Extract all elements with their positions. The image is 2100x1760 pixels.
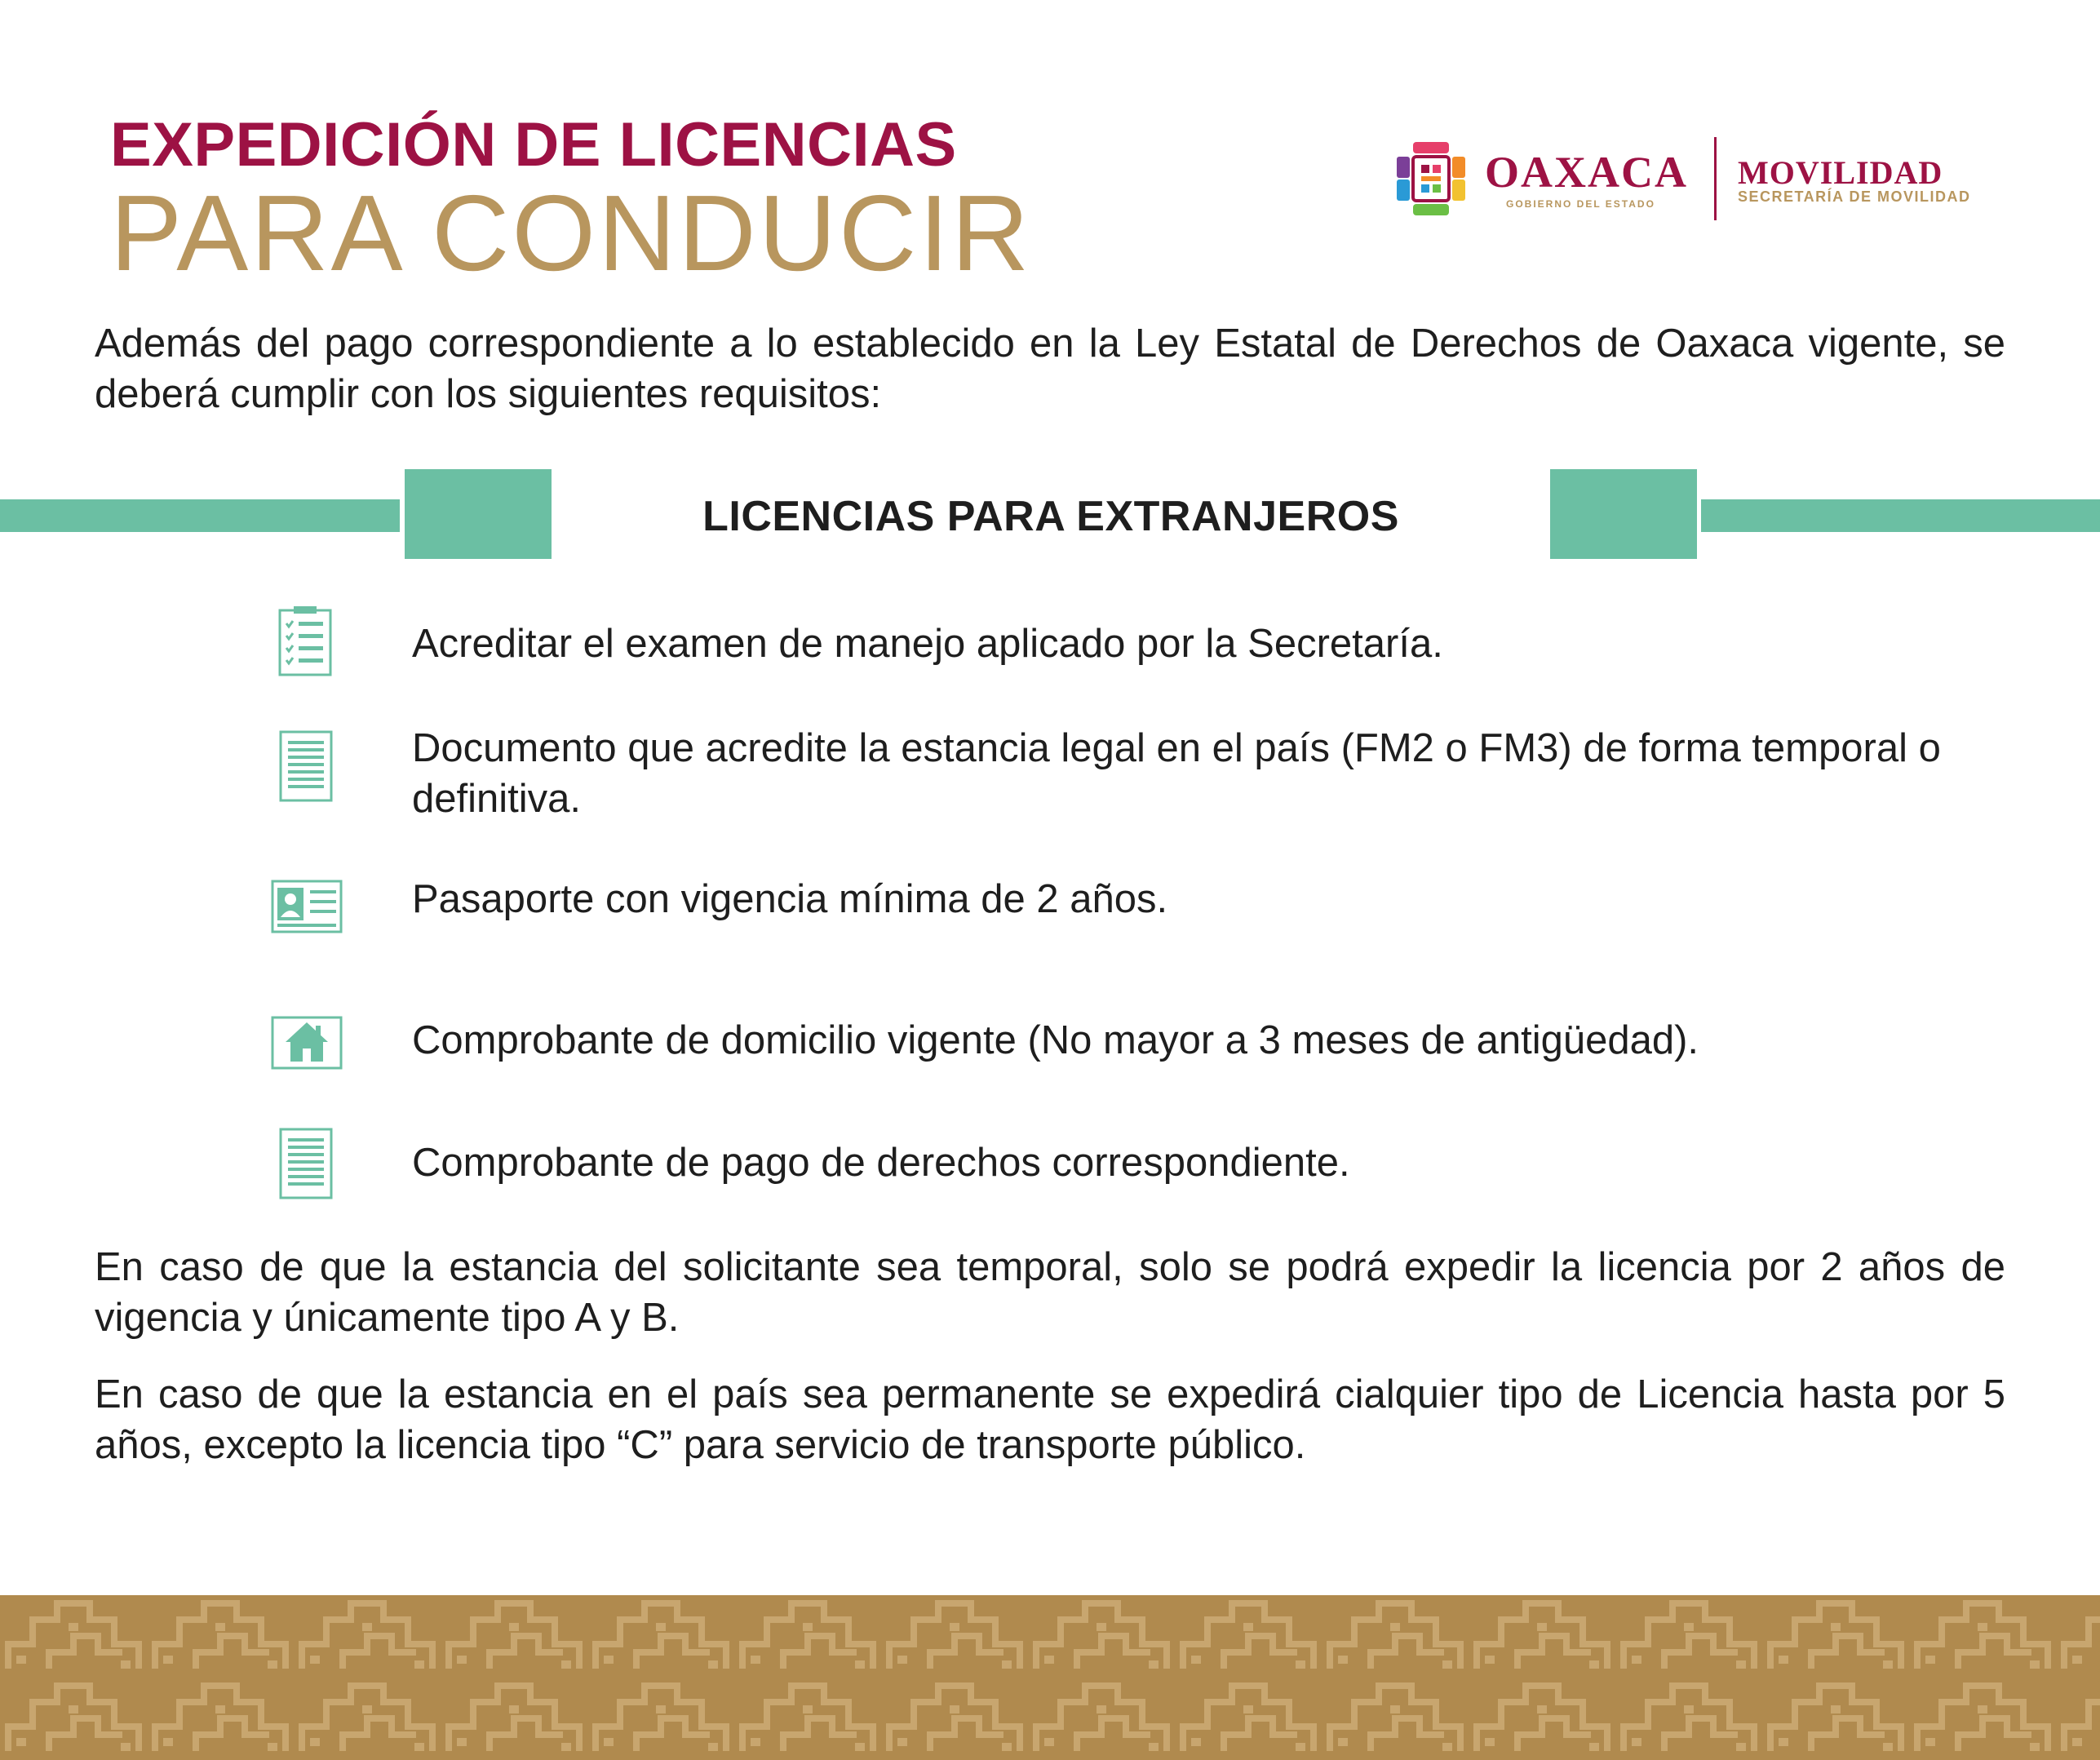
title-line-1: EXPEDICIÓN DE LICENCIAS [110, 110, 957, 180]
requirement-item: Comprobante de pago de derechos correspondiente. [412, 1141, 1350, 1185]
banner-band-right [1701, 499, 2100, 532]
document-icon [279, 730, 333, 802]
logo-divider [1714, 137, 1717, 220]
logo-agency-subtitle: SECRETARÍA DE MOVILIDAD [1738, 188, 1971, 205]
oaxaca-emblem-icon [1397, 142, 1465, 215]
section-title-bold: EXTRANJEROS [1076, 493, 1399, 540]
closing-paragraph-temporary: En caso de que la estancia del solicitante sea temporal, solo se podrá expedir la licencia por 2 años de vigencia y únicamente tipo A y B. [95, 1245, 2005, 1340]
requirement-item: Pasaporte con vigencia mínima de 2 años. [412, 877, 1168, 921]
logo-agency-name: MOVILIDAD [1738, 154, 1943, 191]
banner-band-left [0, 499, 400, 532]
title-line-2: PARA CONDUCIR [110, 173, 1032, 293]
requirement-item: Acreditar el examen de manejo aplicado por la Secretaría. [412, 622, 1443, 666]
banner-block-left [405, 469, 552, 559]
intro-paragraph: Además del pago correspondiente a lo establecido en la Ley Estatal de Derechos de Oaxaca vigente, se deberá cumplir con los siguientes requisitos: [95, 321, 2005, 416]
logo-state-subtitle: GOBIERNO DEL ESTADO [1506, 198, 1655, 210]
section-title-normal: LICENCIAS PARA [702, 493, 1077, 540]
house-icon [271, 1016, 343, 1070]
document-icon [279, 1128, 333, 1199]
checklist-icon [277, 605, 333, 677]
logo-state-name: OAXACA [1485, 148, 1688, 197]
banner-block-right [1550, 469, 1697, 559]
requirement-item: Documento que acredite la estancia legal en el país (FM2 o FM3) de forma temporal o definitiva. [412, 726, 1941, 821]
id-card-icon [271, 880, 343, 933]
requirement-item: Comprobante de domicilio vigente (No mayor a 3 meses de antigüedad). [412, 1018, 1699, 1062]
footer-pattern [0, 1595, 2100, 1760]
section-title [552, 488, 1550, 545]
closing-paragraph-permanent: En caso de que la estancia en el país sea permanente se expedirá cialquier tipo de Licencia hasta por 5 años, excepto la licencia tipo “C” para servicio de transporte público. [95, 1372, 2005, 1467]
government-logo [1397, 137, 2041, 227]
